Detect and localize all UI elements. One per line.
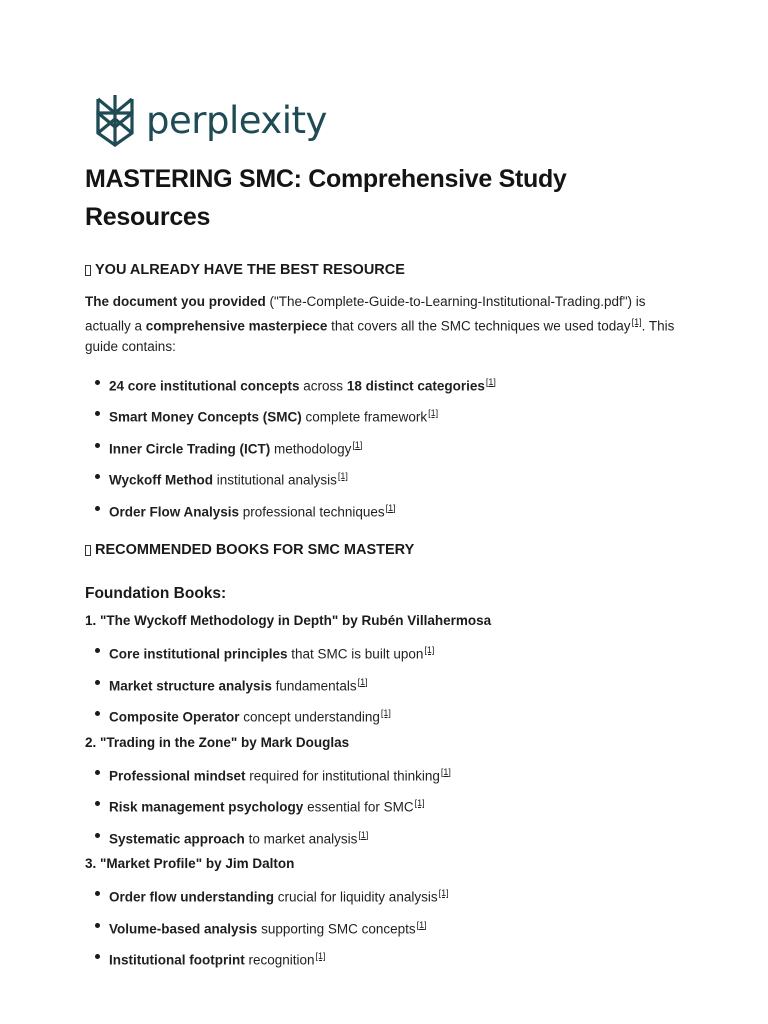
bullet-text: supporting SMC concepts xyxy=(257,921,416,936)
citation-link[interactable]: [1] xyxy=(380,708,391,718)
intro-text-1: ("The-Complete-Guide-to-Learning-Institutional-Trading.pdf") is actually a xyxy=(85,294,646,334)
list-item xyxy=(85,498,685,523)
citation-link[interactable]: [1] xyxy=(428,408,439,418)
section-heading-resource xyxy=(85,262,685,278)
bullet-bold: Market structure analysis xyxy=(109,678,272,693)
list-item xyxy=(85,435,685,460)
list-item xyxy=(85,466,685,491)
brand-name: perplexity xyxy=(146,98,327,142)
bullet-bold: Order flow understanding xyxy=(109,889,275,905)
list-item xyxy=(85,672,685,697)
book-3-list xyxy=(85,883,685,971)
bullet-bold: 24 core institutional concepts xyxy=(109,378,300,393)
book-title-3: 3. "Market Profile" by Jim Dalton xyxy=(85,856,295,871)
citation-link[interactable]: [1] xyxy=(438,888,449,898)
bullet-bold: Wyckoff Method xyxy=(109,472,213,488)
citation-link[interactable]: [1] xyxy=(485,376,496,387)
citation-link[interactable]: [1] xyxy=(416,919,427,930)
book-2-list xyxy=(85,762,685,850)
book-title-2: 2. "Trading in the Zone" by Mark Douglas xyxy=(85,734,350,750)
list-item xyxy=(85,403,685,428)
bullet-text: institutional analysis xyxy=(213,472,337,488)
document-content xyxy=(85,160,685,971)
bullet-text: professional techniques xyxy=(239,504,385,519)
list-item xyxy=(85,825,685,850)
bullet-bold-2: 18 distinct categories xyxy=(346,378,485,393)
intro-bold-2: comprehensive masterpiece xyxy=(145,318,328,334)
subheading-foundation-books: Foundation Books: xyxy=(85,585,227,602)
bullet-text: required for institutional thinking xyxy=(245,768,440,783)
citation-link[interactable]: [1] xyxy=(358,829,369,840)
bullet-bold: Risk management psychology xyxy=(109,799,304,815)
list-item xyxy=(85,762,685,787)
resource-contents-list xyxy=(85,372,685,523)
perplexity-logo-icon xyxy=(94,93,136,147)
citation-link[interactable]: [1] xyxy=(414,798,425,808)
list-item xyxy=(85,640,685,665)
bullet-bold: Inner Circle Trading (ICT) xyxy=(109,441,271,456)
bullet-text: to market analysis xyxy=(244,831,358,846)
citation-link[interactable]: [1] xyxy=(352,439,363,450)
intro-text-3: . This guide contains: xyxy=(85,318,675,354)
bullet-text: across xyxy=(299,378,347,393)
list-item xyxy=(85,915,685,940)
bullet-bold: Volume-based analysis xyxy=(109,921,258,936)
section-heading-books xyxy=(85,542,685,558)
citation-link[interactable]: [1] xyxy=(440,766,451,777)
bullet-text: complete framework xyxy=(301,409,428,425)
section-heading-text: YOU ALREADY HAVE THE BEST RESOURCE xyxy=(95,262,405,278)
missing-glyph-icon xyxy=(85,545,91,556)
list-item xyxy=(85,883,685,908)
citation-link[interactable]: [1] xyxy=(385,502,396,513)
intro-text-2: that covers all the SMC techniques we used today xyxy=(327,318,631,334)
citation-link[interactable]: [1] xyxy=(357,676,368,687)
bullet-bold: Core institutional principles xyxy=(109,646,288,662)
bullet-text: essential for SMC xyxy=(303,799,414,815)
bullet-bold: Institutional footprint xyxy=(109,952,245,968)
bullet-text: recognition xyxy=(244,952,315,968)
bullet-bold: Professional mindset xyxy=(109,768,246,783)
citation-link[interactable]: [1] xyxy=(631,317,642,327)
section-heading-text: RECOMMENDED BOOKS FOR SMC MASTERY xyxy=(95,542,415,558)
book-title-1: 1. "The Wyckoff Methodology in Depth" by Rubén Villahermosa xyxy=(85,613,492,628)
list-item xyxy=(85,946,685,971)
list-item xyxy=(85,372,685,397)
bullet-text: that SMC is built upon xyxy=(287,646,424,662)
missing-glyph-icon xyxy=(85,265,91,276)
intro-paragraph xyxy=(85,292,685,357)
bullet-bold: Systematic approach xyxy=(109,831,245,846)
bullet-bold: Order Flow Analysis xyxy=(109,504,240,519)
bullet-text: fundamentals xyxy=(271,678,357,693)
citation-link[interactable]: [1] xyxy=(315,951,326,961)
bullet-bold: Composite Operator xyxy=(109,709,240,725)
book-1-list xyxy=(85,640,685,728)
page-title: MASTERING SMC: Comprehensive Study Resources xyxy=(85,165,567,231)
list-item xyxy=(85,793,685,818)
list-item xyxy=(85,703,685,728)
citation-link[interactable]: [1] xyxy=(424,645,435,655)
bullet-text: crucial for liquidity analysis xyxy=(274,889,438,905)
brand-logo xyxy=(94,93,327,147)
intro-bold-1: The document you provided xyxy=(85,294,266,309)
bullet-bold: Smart Money Concepts (SMC) xyxy=(109,409,302,425)
bullet-text: concept understanding xyxy=(239,709,380,725)
citation-link[interactable]: [1] xyxy=(337,471,348,481)
bullet-text: methodology xyxy=(270,441,352,456)
